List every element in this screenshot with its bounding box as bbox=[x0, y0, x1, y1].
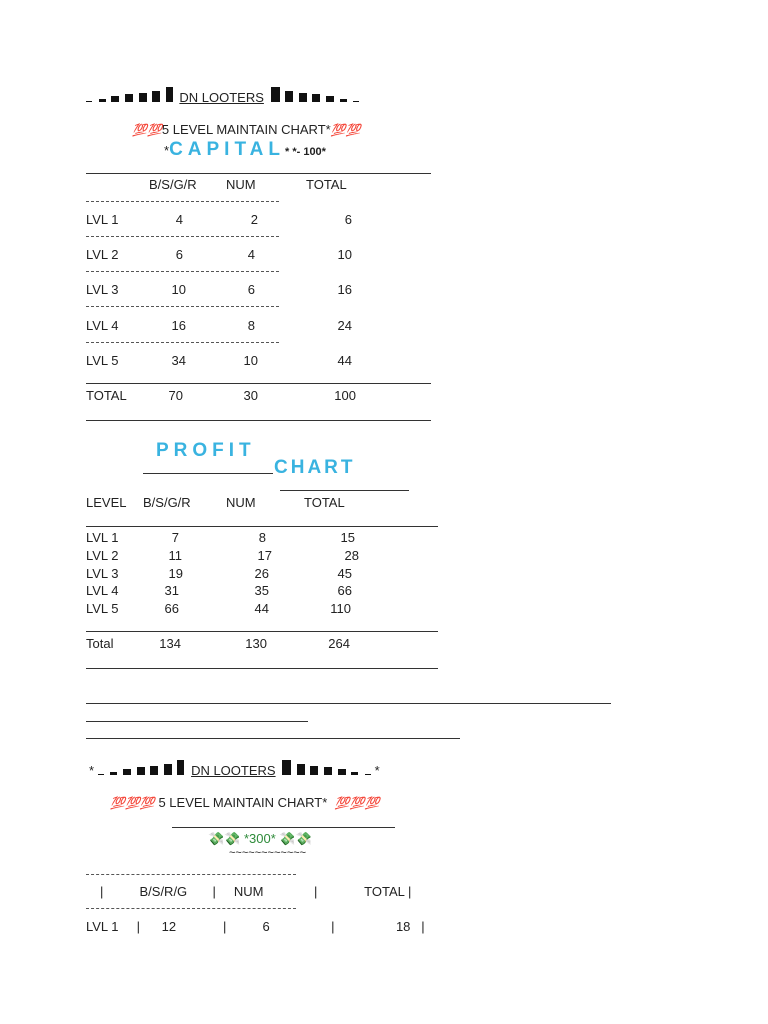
profit-row-total: 66 bbox=[337, 583, 352, 598]
capital-row-total: 16 bbox=[337, 282, 352, 297]
profit-col-bsgr: B/S/G/R bbox=[143, 495, 191, 510]
profit-row-total: 15 bbox=[340, 530, 355, 545]
profit-row-level: LVL 2 bbox=[86, 548, 119, 563]
capital-row-bsgr: 6 bbox=[175, 247, 183, 262]
profit-row-bsgr: 7 bbox=[171, 530, 179, 545]
hundred-icon: 💯💯 bbox=[330, 123, 361, 137]
capital-row-num: 2 bbox=[250, 212, 258, 227]
banner-title: DN LOOTERS bbox=[191, 763, 276, 778]
banner-suffix: * bbox=[374, 763, 380, 778]
money-line: 💸💸 *300* 💸💸 bbox=[208, 831, 312, 846]
capital-col-total: TOTAL bbox=[306, 177, 347, 192]
tilde-line: ~~~~~~~~~~~~ bbox=[229, 847, 307, 859]
capital-title-prefix: * bbox=[164, 143, 170, 158]
hundred-icon: 💯💯 bbox=[132, 123, 162, 137]
profit-row-num: 35 bbox=[254, 583, 269, 598]
profit-col-total: TOTAL bbox=[304, 495, 345, 510]
hundred-icon: 💯💯💯 bbox=[110, 796, 155, 810]
capital-title-suffix: * *- 100* bbox=[284, 146, 326, 158]
divider bbox=[172, 827, 395, 828]
capital-heading bbox=[132, 122, 361, 137]
divider bbox=[86, 236, 279, 237]
capital-total-label: TOTAL bbox=[86, 388, 127, 403]
profit-total-total: 264 bbox=[328, 636, 350, 651]
profit-row-num: 17 bbox=[257, 548, 272, 563]
profit-total-bsgr: 134 bbox=[159, 636, 181, 651]
capital-row-bsgr: 10 bbox=[171, 282, 186, 297]
capital-row-level: LVL 2 bbox=[86, 247, 119, 262]
top-banner bbox=[86, 87, 359, 105]
profit-col-num: NUM bbox=[226, 495, 256, 510]
profit-total-label: Total bbox=[86, 636, 114, 651]
divider bbox=[86, 874, 296, 875]
capital-row-bsgr: 4 bbox=[175, 212, 183, 227]
capital-total-num: 30 bbox=[243, 388, 258, 403]
divider bbox=[86, 342, 279, 343]
divider bbox=[86, 420, 431, 421]
profit-row-level: LVL 4 bbox=[86, 583, 119, 598]
divider bbox=[86, 631, 438, 632]
profit-row-num: 44 bbox=[254, 601, 269, 616]
divider bbox=[280, 490, 409, 491]
banner-prefix: * bbox=[89, 763, 95, 778]
capital-row-level: LVL 5 bbox=[86, 353, 119, 368]
profit-total-num: 130 bbox=[245, 636, 267, 651]
capital-title bbox=[164, 139, 326, 161]
profit-row-level: LVL 1 bbox=[86, 530, 119, 545]
profit-row-bsgr: 31 bbox=[164, 583, 179, 598]
capital-title-text: CAPITAL bbox=[169, 139, 285, 160]
capital-row-total: 6 bbox=[344, 212, 352, 227]
capital-heading-text: 5 LEVEL MAINTAIN CHART* bbox=[161, 122, 331, 137]
second-heading bbox=[110, 795, 380, 810]
profit-row-total: 45 bbox=[337, 566, 352, 581]
profit-row-bsgr: 66 bbox=[164, 601, 179, 616]
capital-row-num: 4 bbox=[247, 247, 255, 262]
capital-row-total: 10 bbox=[337, 247, 352, 262]
capital-total-bsgr: 70 bbox=[168, 388, 183, 403]
capital-row-level: LVL 4 bbox=[86, 318, 119, 333]
profit-row-bsgr: 11 bbox=[168, 548, 182, 563]
divider bbox=[86, 383, 431, 384]
divider bbox=[86, 173, 431, 174]
profit-row-bsgr: 19 bbox=[168, 566, 183, 581]
divider bbox=[86, 703, 611, 704]
capital-row-bsgr: 34 bbox=[171, 353, 186, 368]
divider bbox=[86, 908, 296, 909]
profit-row-total: 28 bbox=[344, 548, 359, 563]
divider bbox=[86, 721, 308, 722]
capital-row-level: LVL 1 bbox=[86, 212, 119, 227]
banner-title: DN LOOTERS bbox=[179, 90, 264, 105]
divider bbox=[86, 738, 460, 739]
second-banner bbox=[89, 760, 380, 778]
second-row-1: LVL 1 | 12 | 6 | 18 | bbox=[86, 919, 425, 934]
profit-row-num: 8 bbox=[258, 530, 266, 545]
divider bbox=[86, 201, 279, 202]
divider bbox=[86, 526, 438, 527]
divider bbox=[86, 306, 279, 307]
capital-col-num: NUM bbox=[226, 177, 256, 192]
capital-row-num: 10 bbox=[243, 353, 258, 368]
second-header-row: | B/S/R/G | NUM | TOTAL | bbox=[100, 884, 412, 899]
capital-total-total: 100 bbox=[334, 388, 356, 403]
divider bbox=[86, 271, 279, 272]
profit-title-top: PROFIT bbox=[156, 440, 256, 461]
capital-row-total: 44 bbox=[337, 353, 352, 368]
capital-row-level: LVL 3 bbox=[86, 282, 119, 297]
profit-row-level: LVL 3 bbox=[86, 566, 119, 581]
profit-row-level: LVL 5 bbox=[86, 601, 119, 616]
profit-row-num: 26 bbox=[254, 566, 269, 581]
capital-row-total: 24 bbox=[337, 318, 352, 333]
hundred-icon: 💯💯💯 bbox=[334, 796, 380, 810]
capital-col-bsgr: B/S/G/R bbox=[149, 177, 197, 192]
divider bbox=[143, 473, 273, 474]
divider bbox=[86, 668, 438, 669]
profit-row-total: 110 bbox=[330, 601, 351, 616]
capital-row-bsgr: 16 bbox=[171, 318, 186, 333]
profit-col-level: LEVEL bbox=[86, 495, 127, 510]
second-heading-text: 5 LEVEL MAINTAIN CHART* bbox=[158, 795, 328, 810]
capital-row-num: 8 bbox=[247, 318, 255, 333]
capital-row-num: 6 bbox=[247, 282, 255, 297]
profit-title-bottom: CHART bbox=[274, 457, 356, 478]
